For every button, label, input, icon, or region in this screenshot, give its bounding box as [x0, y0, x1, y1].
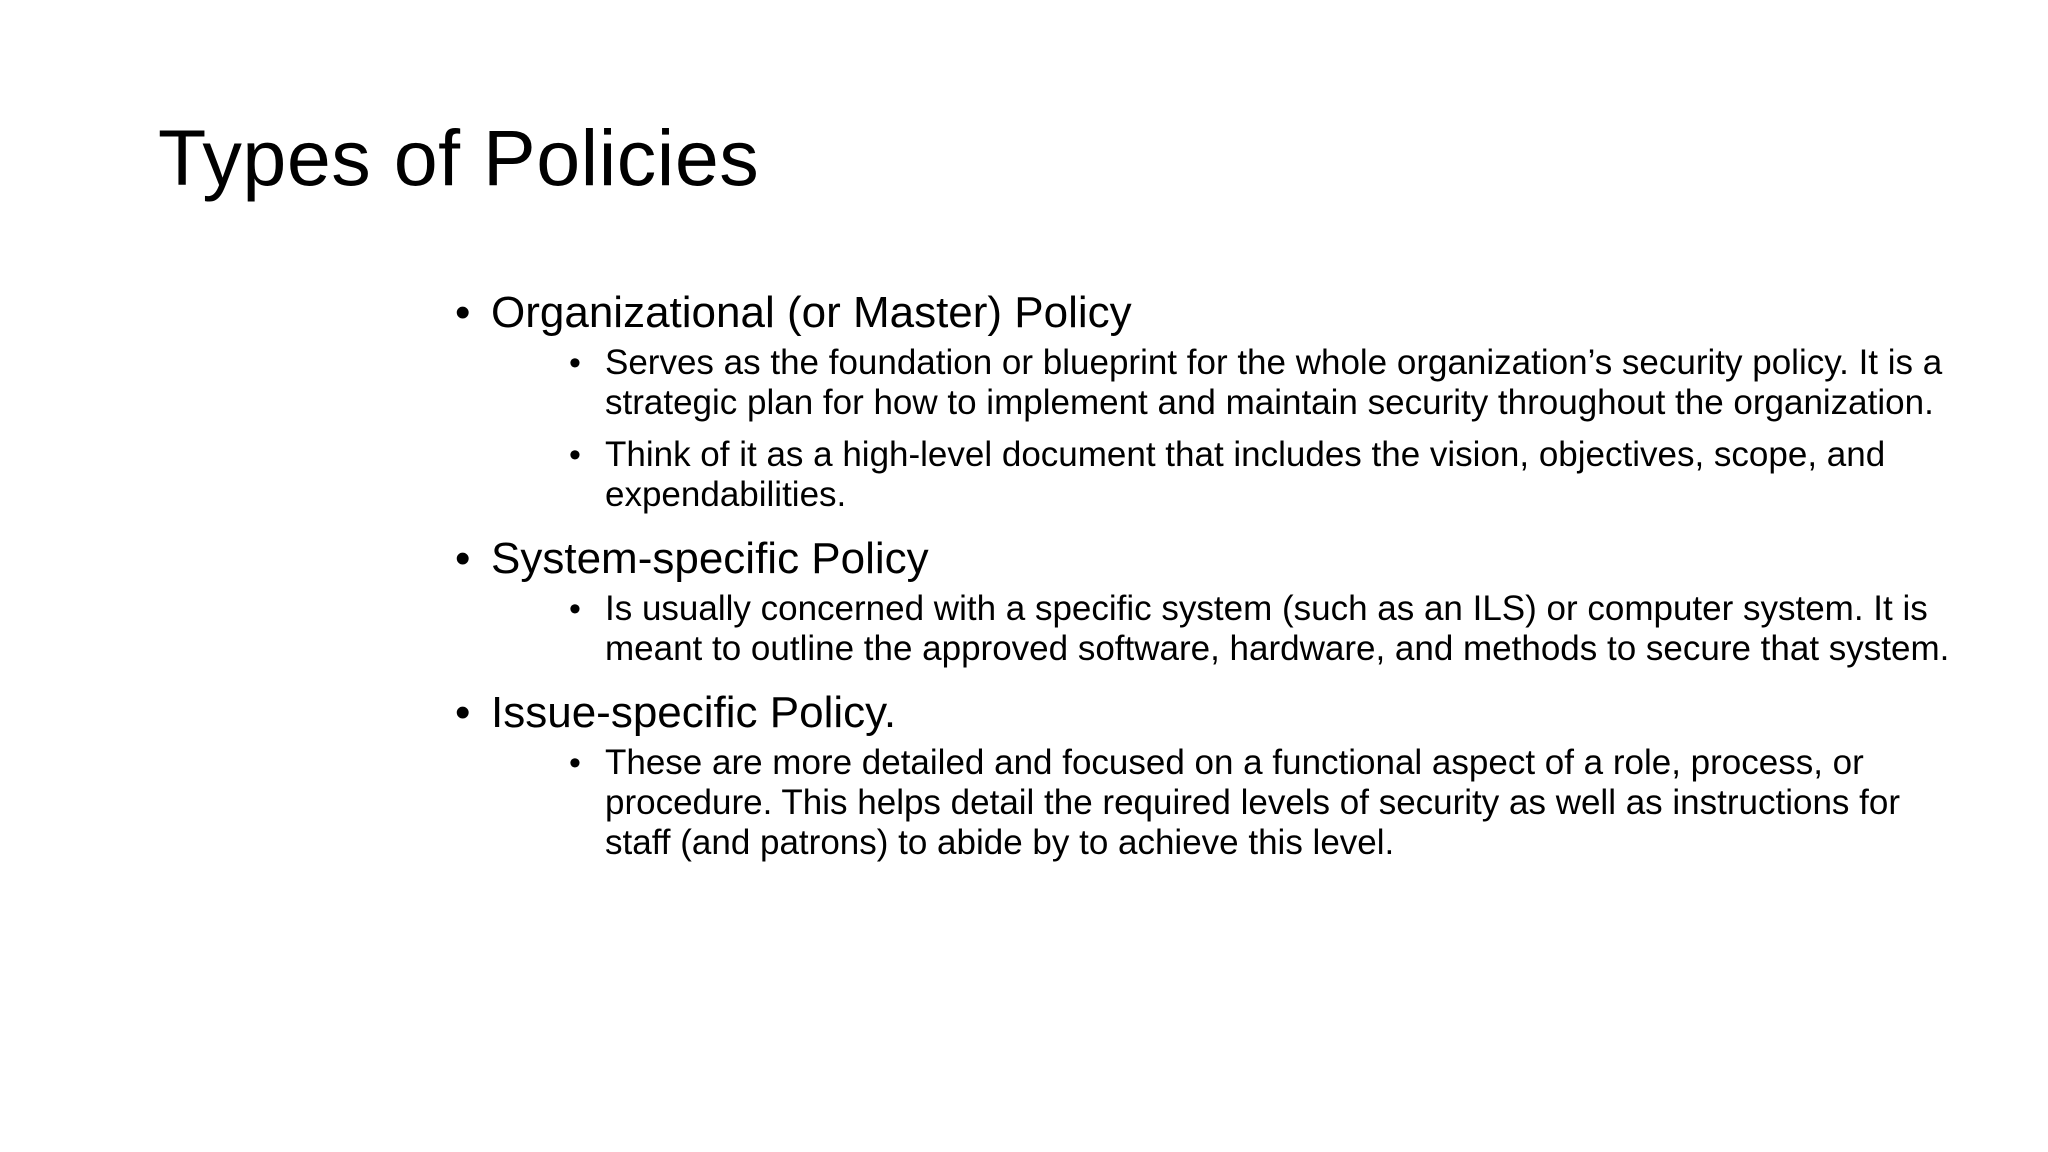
policy-details — [491, 343, 1955, 515]
policy-item-system-specific — [455, 529, 1955, 669]
policy-detail — [569, 343, 1955, 423]
slide-body — [455, 283, 1955, 877]
policy-detail — [569, 743, 1955, 863]
policy-heading: Organizational (or Master) Policy — [491, 288, 1132, 337]
policy-heading: System-specific Policy — [491, 534, 929, 583]
bullet-icon: • — [569, 590, 581, 628]
bullet-icon: • — [569, 744, 581, 782]
bullet-icon: • — [569, 344, 581, 382]
policy-detail — [569, 589, 1955, 669]
policy-heading: Issue-specific Policy. — [491, 688, 897, 737]
policy-item-issue-specific — [455, 683, 1955, 863]
policy-item-organizational — [455, 283, 1955, 515]
slide-title: Types of Policies — [158, 113, 760, 202]
bullet-icon: • — [569, 436, 581, 474]
bullet-icon: • — [455, 288, 471, 337]
policy-detail-text: Serves as the foundation or blueprint for the whole organization’s security policy. It is a strategic plan for how to implement and maintain security throughout the organization. — [605, 343, 1943, 422]
policy-detail-text: Is usually concerned with a specific system (such as an ILS) or computer system. It is meant to outline the approved software, hardware, and methods to secure that system. — [605, 589, 1950, 668]
policy-detail-text: Think of it as a high-level document that includes the vision, objectives, scope, and expendabilities. — [605, 435, 1886, 514]
policy-detail-text: These are more detailed and focused on a functional aspect of a role, process, or procedure. This helps detail the required levels of security as well as instructions for staff (and patrons) to abide by to achieve this level. — [605, 743, 1900, 862]
bullet-icon: • — [455, 688, 471, 737]
policy-detail — [569, 435, 1955, 515]
policy-details — [491, 589, 1955, 669]
policy-details — [491, 743, 1955, 863]
bullet-icon: • — [455, 534, 471, 583]
policy-list — [455, 283, 1955, 863]
